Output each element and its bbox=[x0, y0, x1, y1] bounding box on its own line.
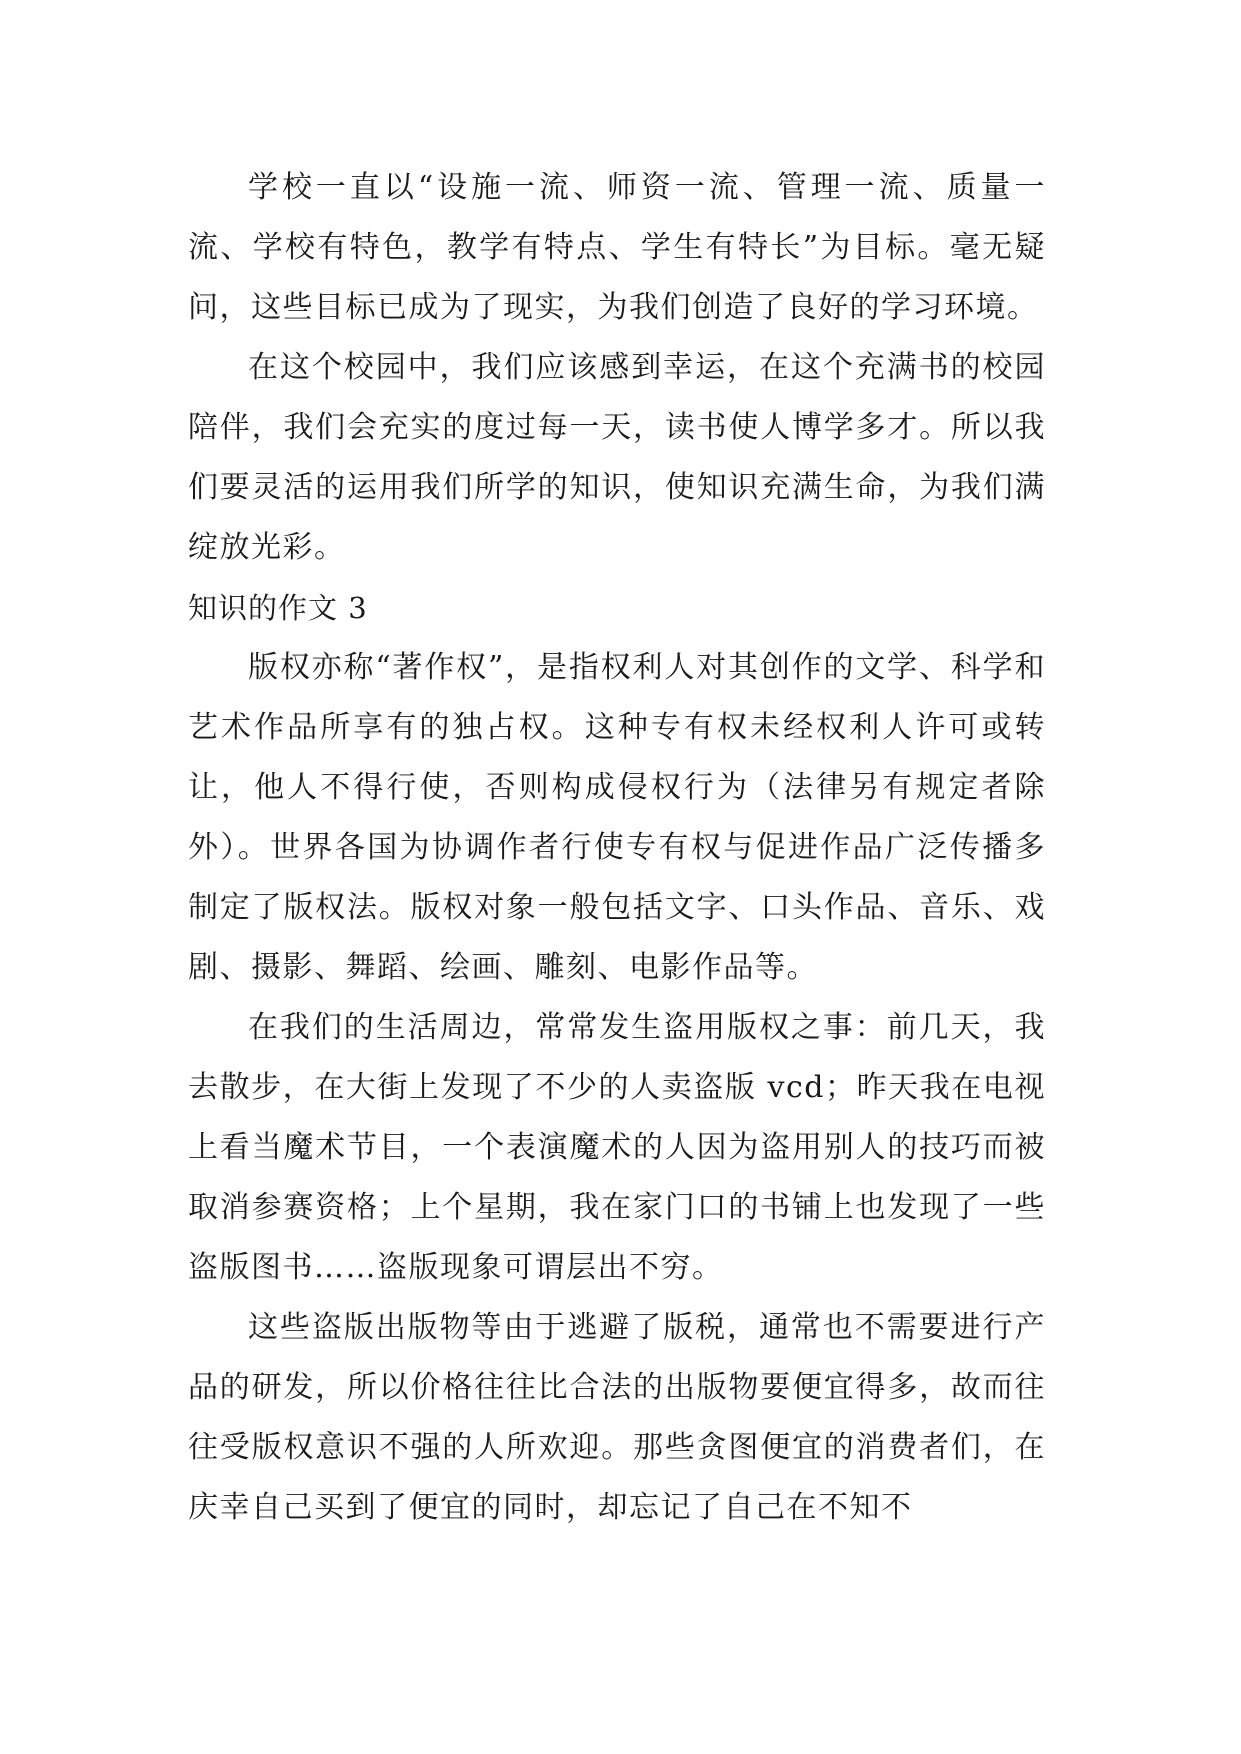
paragraph-piracy-examples: 在我们的生活周边，常常发生盗用版权之事：前几天，我去散步，在大街上发现了不少的人卖盗版 vcd；昨天我在电视上看当魔术节目，一个表演魔术的人因为盗用别人的技巧而被取消参赛资格；上个星期，我在家门口的书铺上也发现了一些盗版图书……盗版现象可谓层出不穷。 bbox=[188, 1010, 1046, 1285]
paragraph-campus-reading: 在这个校园中，我们应该感到幸运，在这个充满书的校园陪伴，我们会充实的度过每一天，读书使人博学多才。所以我们要灵活的运用我们所学的知识，使知识充满生命，为我们满绽放光彩。 bbox=[188, 350, 1046, 565]
paragraph-piracy-consumers: 这些盗版出版物等由于逃避了版税，通常也不需要进行产品的研发，所以价格往往比合法的出版物要便宜得多，故而往往受版权意识不强的人所欢迎。那些贪图便宜的消费者们，在庆幸自己买到了便宜的同时，却忘记了自己在不知不 bbox=[188, 1310, 1046, 1525]
paragraph-school-goals: 学校一直以“设施一流、师资一流、管理一流、质量一流、学校有特色，教学有特点、学生有特长”为目标。毫无疑问，这些目标已成为了现实，为我们创造了良好的学习环境。 bbox=[188, 170, 1046, 325]
paragraph-copyright-definition: 版权亦称“著作权”，是指权利人对其创作的文学、科学和艺术作品所享有的独占权。这种专有权未经权利人许可或转让，他人不得行使，否则构成侵权行为（法律另有规定者除外）。世界各国为协调作者行使专有权与促进作品广泛传播多制定了版权法。版权对象一般包括文字、口头作品、音乐、戏剧、摄影、舞蹈、绘画、雕刻、电影作品等。 bbox=[188, 650, 1046, 985]
document-body bbox=[188, 158, 1046, 1538]
section-heading: 知识的作文 3 bbox=[188, 591, 368, 625]
